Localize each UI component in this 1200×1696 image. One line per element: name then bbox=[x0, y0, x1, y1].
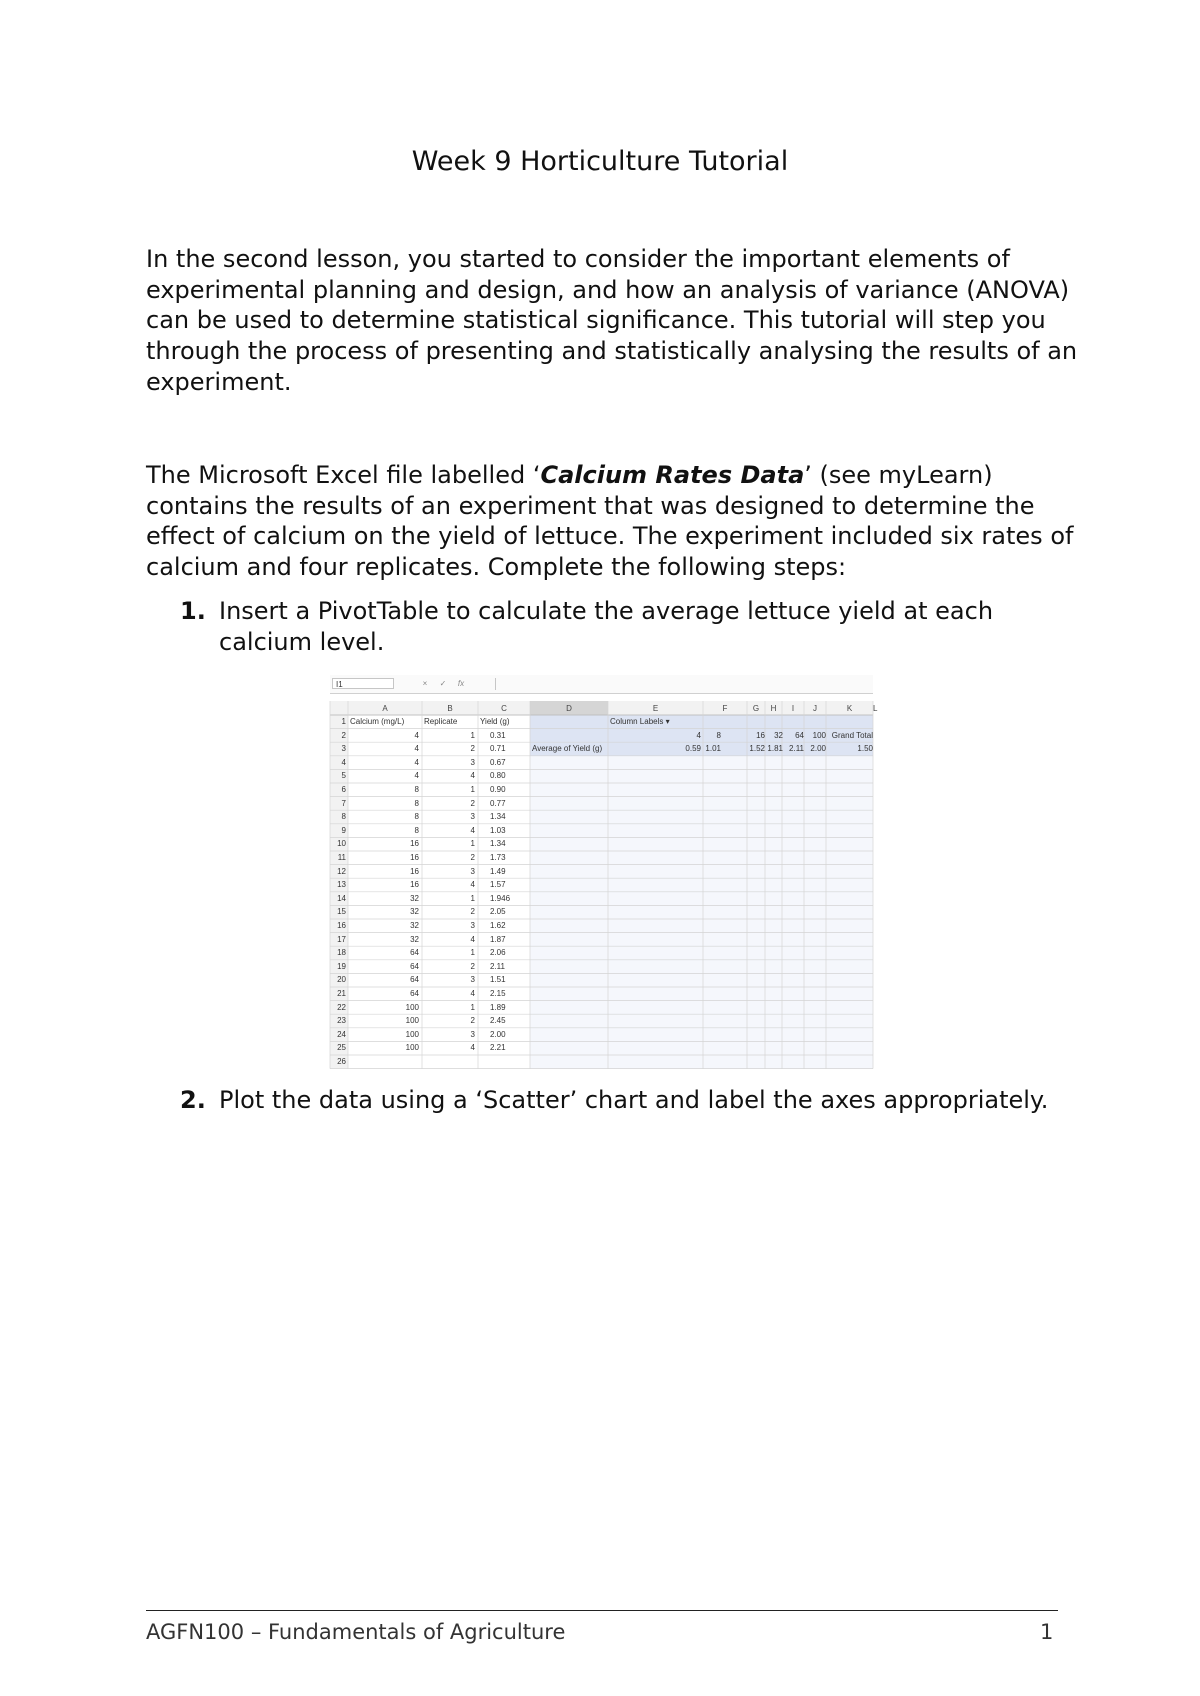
calcium-value: 8 bbox=[414, 785, 419, 794]
yield-value: 1.73 bbox=[490, 853, 506, 862]
row-number: 16 bbox=[337, 921, 346, 930]
column-header: H bbox=[770, 703, 777, 713]
row-number: 12 bbox=[337, 866, 346, 876]
replicate-value: 3 bbox=[470, 812, 475, 822]
pivot-average: 2.00 bbox=[810, 744, 826, 754]
replicate-value: 1 bbox=[470, 948, 475, 958]
calcium-value: 8 bbox=[414, 798, 419, 808]
replicate-value: 1 bbox=[470, 893, 475, 903]
file-name: Calcium Rates Data bbox=[540, 461, 805, 489]
pivot-level: 4 bbox=[696, 730, 701, 740]
footer-course: AGFN100 – Fundamentals of Agriculture bbox=[146, 1620, 566, 1644]
row-number: 2 bbox=[341, 730, 346, 740]
replicate-value: 4 bbox=[470, 989, 475, 998]
replicate-value: 2 bbox=[470, 1016, 475, 1026]
yield-value: 2.45 bbox=[490, 1016, 506, 1026]
replicate-value: 2 bbox=[470, 744, 475, 754]
row-number: 13 bbox=[337, 880, 346, 890]
column-header: G bbox=[752, 703, 760, 713]
column-header: L bbox=[873, 703, 878, 713]
row-number: 22 bbox=[337, 1002, 346, 1012]
yield-value: 1.51 bbox=[490, 975, 506, 985]
function-icon: fx bbox=[457, 679, 465, 688]
row-number: 10 bbox=[337, 839, 346, 849]
yield-value: 2.11 bbox=[490, 961, 505, 971]
page-number: 1 bbox=[1040, 1620, 1054, 1644]
cancel-icon: × bbox=[422, 679, 428, 688]
row-number: 23 bbox=[337, 1016, 346, 1026]
intro-paragraph: In the second lesson, you started to consider the important elements of experimental planning and design, and how an analysis of variance (ANOVA) can be used to determine statistical significance. This tutorial will step you through the process of presenting and statistically analysing the results of an experiment. bbox=[146, 245, 1078, 396]
replicate-value: 4 bbox=[470, 934, 475, 944]
step-number: 2. bbox=[180, 1086, 206, 1114]
replicate-value: 2 bbox=[470, 961, 475, 971]
yield-value: 1.49 bbox=[490, 866, 506, 876]
calcium-value: 16 bbox=[410, 839, 419, 849]
replicate-value: 3 bbox=[470, 1029, 475, 1039]
replicate-value: 4 bbox=[470, 771, 475, 781]
calcium-value: 32 bbox=[410, 907, 419, 917]
column-header: D bbox=[566, 703, 572, 713]
pivot-level: 64 bbox=[795, 730, 804, 740]
yield-value: 1.946 bbox=[490, 893, 511, 903]
formula-input bbox=[495, 678, 868, 690]
column-header: E bbox=[652, 703, 659, 713]
row-number: 15 bbox=[337, 907, 346, 917]
replicate-value: 2 bbox=[470, 907, 475, 917]
para-text-after: ’ (see myLearn) contains the results of an experiment that was designed to determine the effect of calcium on the yield of lettuce. The experiment included six rates of calcium and four replicates. Complete the following steps: bbox=[146, 461, 1074, 582]
replicate-value: 2 bbox=[470, 853, 475, 862]
yield-value: 0.90 bbox=[490, 785, 506, 794]
formula-bar bbox=[330, 675, 873, 694]
row-number: 4 bbox=[341, 757, 346, 767]
pivot-row-label: Average of Yield (g) bbox=[532, 744, 603, 754]
step-number: 1. bbox=[180, 597, 206, 625]
yield-value: 2.15 bbox=[490, 989, 506, 998]
yield-value: 2.00 bbox=[490, 1029, 506, 1039]
calcium-value: 16 bbox=[410, 853, 419, 862]
replicate-value: 4 bbox=[470, 880, 475, 890]
yield-value: 0.80 bbox=[490, 771, 506, 781]
row-number: 5 bbox=[341, 771, 346, 781]
calcium-value: 64 bbox=[410, 989, 419, 998]
pivot-level: 32 bbox=[774, 730, 783, 740]
calcium-value: 32 bbox=[410, 934, 419, 944]
replicate-value: 3 bbox=[470, 757, 475, 767]
yield-value: 1.34 bbox=[490, 812, 506, 822]
replicate-value: 4 bbox=[470, 825, 475, 835]
yield-value: 2.06 bbox=[490, 948, 506, 958]
calcium-value: 4 bbox=[414, 757, 419, 767]
pivot-average: 1.50 bbox=[857, 744, 873, 754]
data-header: Calcium (mg/L) bbox=[350, 717, 405, 726]
calcium-value: 4 bbox=[414, 730, 419, 740]
yield-value: 1.57 bbox=[490, 880, 506, 890]
check-icon: ✓ bbox=[439, 679, 447, 688]
column-header: A bbox=[382, 703, 388, 713]
row-number: 25 bbox=[337, 1043, 346, 1053]
pivot-body-area bbox=[530, 756, 873, 1069]
data-header: Yield (g) bbox=[480, 717, 510, 726]
calcium-value: 100 bbox=[405, 1002, 419, 1012]
instructions-paragraph bbox=[146, 460, 1086, 583]
calcium-value: 16 bbox=[410, 880, 419, 890]
pivot-level: 100 bbox=[812, 730, 826, 740]
row-number: 9 bbox=[341, 825, 346, 835]
yield-value: 1.62 bbox=[490, 921, 506, 930]
calcium-value: 8 bbox=[414, 825, 419, 835]
yield-value: 0.31 bbox=[490, 730, 506, 740]
pivot-average: 0.59 bbox=[685, 744, 701, 754]
row-number: 8 bbox=[341, 812, 346, 822]
row-number: 17 bbox=[337, 934, 346, 944]
column-header: B bbox=[447, 703, 453, 713]
row-number: 1 bbox=[341, 717, 346, 726]
calcium-value: 4 bbox=[414, 744, 419, 754]
calcium-value: 100 bbox=[405, 1043, 419, 1053]
name-box: I1 bbox=[332, 678, 394, 689]
para-text-before: The Microsoft Excel file labelled ‘ bbox=[146, 461, 541, 489]
replicate-value: 3 bbox=[470, 866, 475, 876]
yield-value: 2.21 bbox=[490, 1043, 506, 1053]
row-number: 18 bbox=[337, 948, 346, 958]
calcium-value: 100 bbox=[405, 1016, 419, 1026]
replicate-value: 2 bbox=[470, 798, 475, 808]
replicate-value: 1 bbox=[470, 839, 475, 849]
row-number: 7 bbox=[341, 798, 346, 808]
replicate-value: 3 bbox=[470, 975, 475, 985]
row-number: 14 bbox=[337, 893, 346, 903]
yield-value: 0.77 bbox=[490, 798, 506, 808]
excel-screenshot bbox=[330, 675, 878, 1066]
column-header: K bbox=[846, 703, 853, 713]
yield-value: 2.05 bbox=[490, 907, 506, 917]
spreadsheet-grid bbox=[330, 701, 878, 1066]
calcium-value: 32 bbox=[410, 893, 419, 903]
column-header: J bbox=[813, 703, 817, 713]
replicate-value: 1 bbox=[470, 785, 475, 794]
calcium-value: 8 bbox=[414, 812, 419, 822]
pivot-level: 16 bbox=[756, 730, 765, 740]
yield-value: 0.67 bbox=[490, 757, 506, 767]
pivot-level: Grand Total bbox=[831, 730, 873, 740]
step-1 bbox=[180, 596, 1060, 657]
pivot-average: 1.01 bbox=[705, 744, 721, 754]
step-text: Insert a PivotTable to calculate the average lettuce yield at each calcium level. bbox=[219, 597, 994, 656]
replicate-value: 1 bbox=[470, 1002, 475, 1012]
replicate-value: 4 bbox=[470, 1043, 475, 1053]
step-text: Plot the data using a ‘Scatter’ chart and label the axes appropriately. bbox=[219, 1086, 1049, 1114]
row-number: 21 bbox=[337, 989, 346, 998]
pivot-level: 8 bbox=[716, 730, 721, 740]
yield-value: 0.71 bbox=[490, 744, 506, 754]
calcium-value: 4 bbox=[414, 771, 419, 781]
calcium-value: 64 bbox=[410, 948, 419, 958]
column-header: I bbox=[791, 703, 795, 713]
data-header: Replicate bbox=[424, 717, 458, 726]
pivot-column-labels: Column Labels ▾ bbox=[610, 717, 670, 726]
calcium-value: 32 bbox=[410, 921, 419, 930]
page-title: Week 9 Horticulture Tutorial bbox=[411, 146, 789, 177]
step-2 bbox=[180, 1085, 1060, 1116]
row-number: 6 bbox=[341, 785, 346, 794]
yield-value: 1.89 bbox=[490, 1002, 506, 1012]
calcium-value: 16 bbox=[410, 866, 419, 876]
yield-value: 1.03 bbox=[490, 825, 506, 835]
row-number: 24 bbox=[337, 1029, 346, 1039]
row-number: 20 bbox=[337, 975, 346, 985]
row-number: 11 bbox=[337, 853, 346, 862]
yield-value: 1.87 bbox=[490, 934, 506, 944]
pivot-average: 1.81 bbox=[767, 744, 783, 754]
replicate-value: 1 bbox=[470, 730, 475, 740]
column-header: F bbox=[722, 703, 728, 713]
footer-rule bbox=[146, 1610, 1058, 1611]
column-header: C bbox=[501, 703, 507, 713]
replicate-value: 3 bbox=[470, 921, 475, 930]
calcium-value: 100 bbox=[405, 1029, 419, 1039]
row-number: 26 bbox=[337, 1057, 346, 1066]
calcium-value: 64 bbox=[410, 961, 419, 971]
row-number: 19 bbox=[337, 961, 346, 971]
pivot-average: 1.52 bbox=[749, 744, 765, 754]
calcium-value: 64 bbox=[410, 975, 419, 985]
row-number: 3 bbox=[341, 744, 346, 754]
pivot-average: 2.11 bbox=[789, 744, 804, 754]
yield-value: 1.34 bbox=[490, 839, 506, 849]
